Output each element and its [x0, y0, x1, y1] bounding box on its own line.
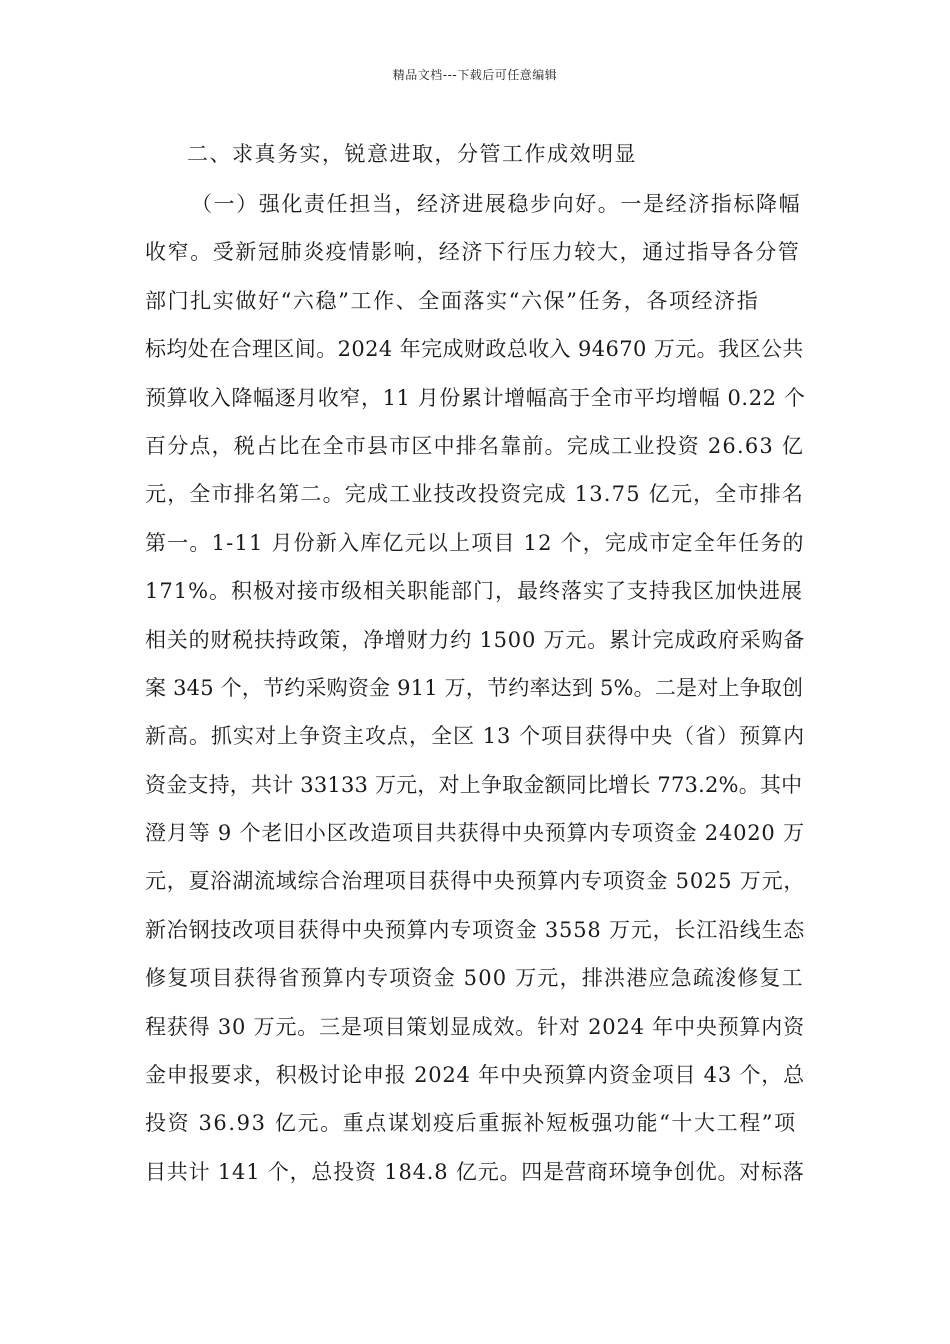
paragraph-line: 新高。抓实对上争资主攻点，全区 13 个项目获得中央（省）预算内	[145, 724, 806, 749]
paragraph-line: （一）强化责任担当，经济进展稳步向好。一是经济指标降幅	[191, 192, 802, 216]
paragraph-line: 金申报要求，积极讨论申报 2024 年中央预算内资金项目 43 个，总	[145, 1063, 805, 1088]
paragraph-line: 部门扎实做好“六稳”工作、全面落实“六保”任务，各项经济指	[145, 288, 760, 313]
paragraph-line: 澄月等 9 个老旧小区改造项目共获得中央预算内专项资金 24020 万	[145, 821, 805, 846]
paragraph-line: 目共计 141 个，总投资 184.8 亿元。四是营商环境争创优。对标落	[145, 1159, 805, 1184]
page-header: 精品文档---下载后可任意编辑	[392, 68, 558, 82]
paragraph-line: 标均处在合理区间。2024 年完成财政总收入 94670 万元。我区公共	[145, 337, 804, 362]
paragraph-line: 资金支持，共计 33133 万元，对上争取金额同比增长 773.2%。其中	[145, 772, 803, 797]
document-body	[145, 136, 807, 1196]
paragraph-line: 第一。1-11 月份新入库亿元以上项目 12 个，完成市定全年任务的	[145, 530, 805, 555]
paragraph-line: 预算收入降幅逐月收窄，11 月份累计增幅高于全市平均增幅 0.22 个	[145, 385, 806, 410]
paragraph-line: 投资 36.93 亿元。重点谋划疫后重振补短板强功能“十大工程”项	[145, 1111, 797, 1136]
paragraph-line: 程获得 30 万元。三是项目策划显成效。针对 2024 年中央预算内资	[145, 1014, 805, 1039]
paragraph-line: 相关的财税扶持政策，净增财力约 1500 万元。累计完成政府采购备	[145, 627, 806, 652]
paragraph-line: 修复项目获得省预算内专项资金 500 万元，排洪港应急疏浚修复工	[145, 966, 804, 991]
section-heading: 二、求真务实，锐意进取，分管工作成效明显	[187, 142, 637, 166]
paragraph-line: 收窄。受新冠肺炎疫情影响，经济下行压力较大，通过指导各分管	[145, 240, 801, 265]
paragraph-line: 171%。积极对接市级相关职能部门，最终落实了支持我区加快进展	[145, 579, 804, 604]
paragraph-line: 元，夏浴湖流域综合治理项目获得中央预算内专项资金 5025 万元，	[145, 869, 806, 894]
paragraph-line: 元，全市排名第二。完成工业技改投资完成 13.75 亿元，全市排名	[145, 482, 805, 507]
paragraph-line: 新冶钢技改项目获得中央预算内专项资金 3558 万元，长江沿线生态	[145, 917, 806, 942]
paragraph-line: 案 345 个，节约采购资金 911 万，节约率达到 5%。二是对上争取创	[145, 675, 804, 700]
paragraph-line: 百分点，税占比在全市县市区中排名靠前。完成工业投资 26.63 亿	[145, 433, 805, 458]
